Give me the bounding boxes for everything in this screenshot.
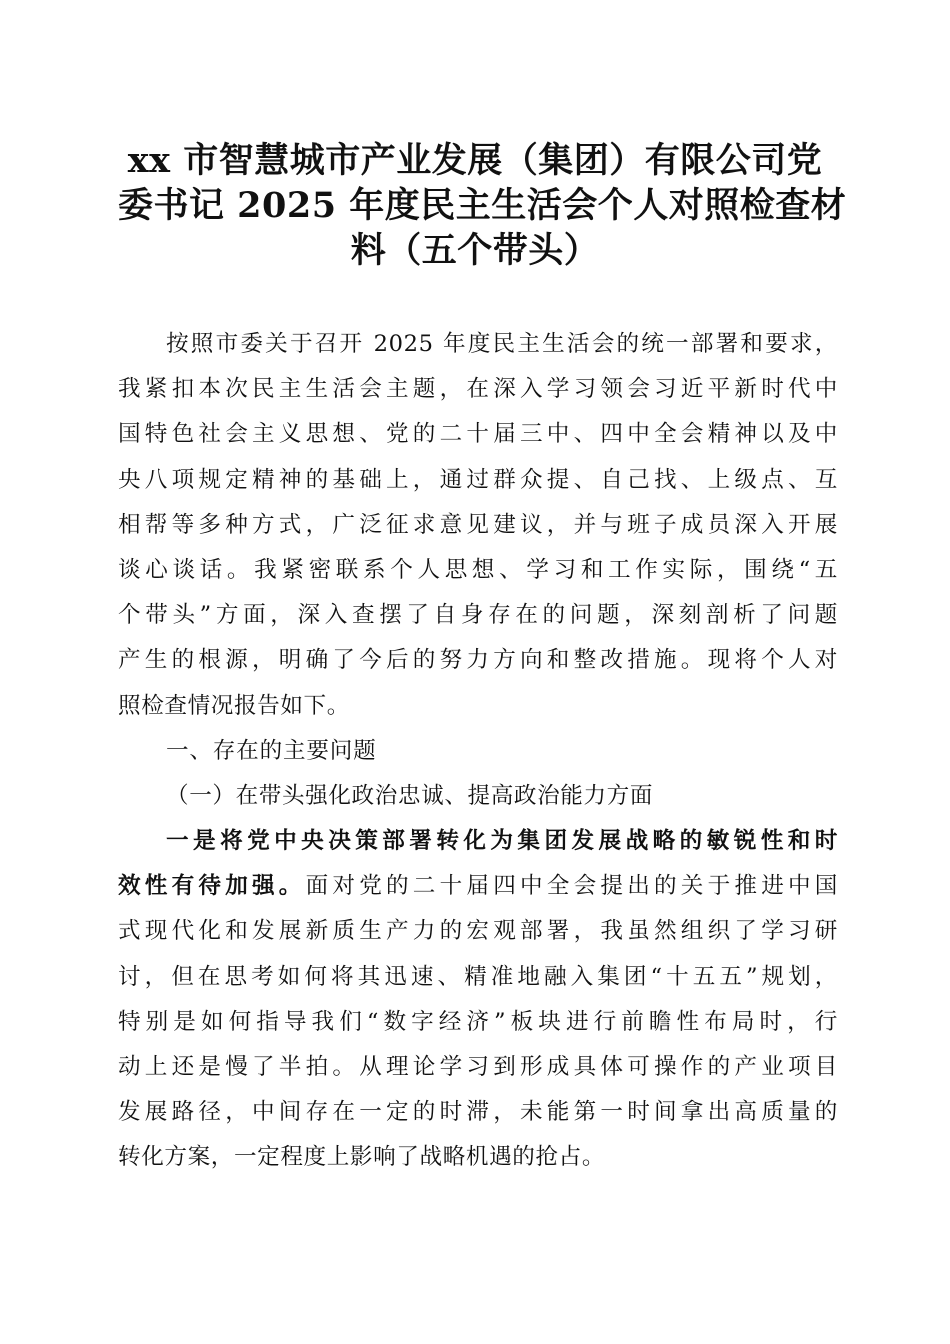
point-one-line-3: 讨，但在思考如何将其迅速、精准地融入集团“十五五”规划， (118, 963, 838, 990)
title-line-1: xx 市智慧城市产业发展（集团）有限公司党 (127, 140, 823, 181)
point-one-line-1-rest: 面对党的二十届四中全会提出的关于推进中国 (305, 873, 839, 900)
intro-line-5: 相帮等多种方式，广泛征求意见建议，并与班子成员深入开展 (118, 511, 838, 538)
point-one-paragraph (118, 819, 838, 1181)
point-one-lead: 一是将党中央决策部署转化为集团发展战略的敏锐性和时 (166, 828, 838, 855)
intro-line-7: 个带头”方面，深入查摆了自身存在的问题，深刻剖析了问题 (118, 602, 838, 629)
point-one-line-5: 动上还是慢了半拍。从理论学习到形成具体可操作的产业项目 (118, 1054, 838, 1080)
point-one-line-2: 式现代化和发展新质生产力的宏观部署，我虽然组织了学习研 (118, 918, 838, 945)
point-one-line-4: 特别是如何指导我们“数字经济”板块进行前瞻性布局时，行 (118, 1008, 838, 1035)
intro-line-3: 国特色社会主义思想、党的二十届三中、四中全会精神以及中 (118, 421, 838, 448)
section-heading-problems: 一、存在的主要问题 (166, 737, 377, 764)
subsection-heading-political-loyalty: （一）在带头强化政治忠诚、提高政治能力方面 (166, 782, 654, 809)
title-line-3: 料（五个带头） (350, 230, 600, 271)
intro-line-6: 谈心谈话。我紧密联系个人思想、学习和工作实际，围绕“五 (118, 556, 838, 583)
title-line-2: 委书记 2025 年度民主生活会个人对照检查材 (118, 185, 847, 226)
document-body (118, 322, 838, 1181)
intro-line-9: 照检查情况报告如下。 (118, 692, 350, 719)
intro-line-2: 我紧扣本次民主生活会主题，在深入学习领会习近平新时代中 (118, 376, 838, 403)
intro-line-4: 央八项规定精神的基础上，通过群众提、自己找、上级点、互 (118, 466, 838, 493)
intro-line-1: 按照市委关于召开 2025 年度民主生活会的统一部署和要求， (166, 331, 838, 357)
point-one-line-6: 发展路径，中间存在一定的时滞，未能第一时间拿出高质量的 (118, 1099, 838, 1126)
document-title (118, 138, 847, 273)
point-one-lead-tail: 效性有待加强。 (118, 873, 306, 900)
point-one-line-7: 转化方案，一定程度上影响了战略机遇的抢占。 (118, 1144, 606, 1171)
point-one-line-1 (118, 864, 838, 909)
intro-paragraph (118, 322, 838, 729)
intro-line-8: 产生的根源，明确了今后的努力方向和整改措施。现将个人对 (118, 647, 838, 674)
